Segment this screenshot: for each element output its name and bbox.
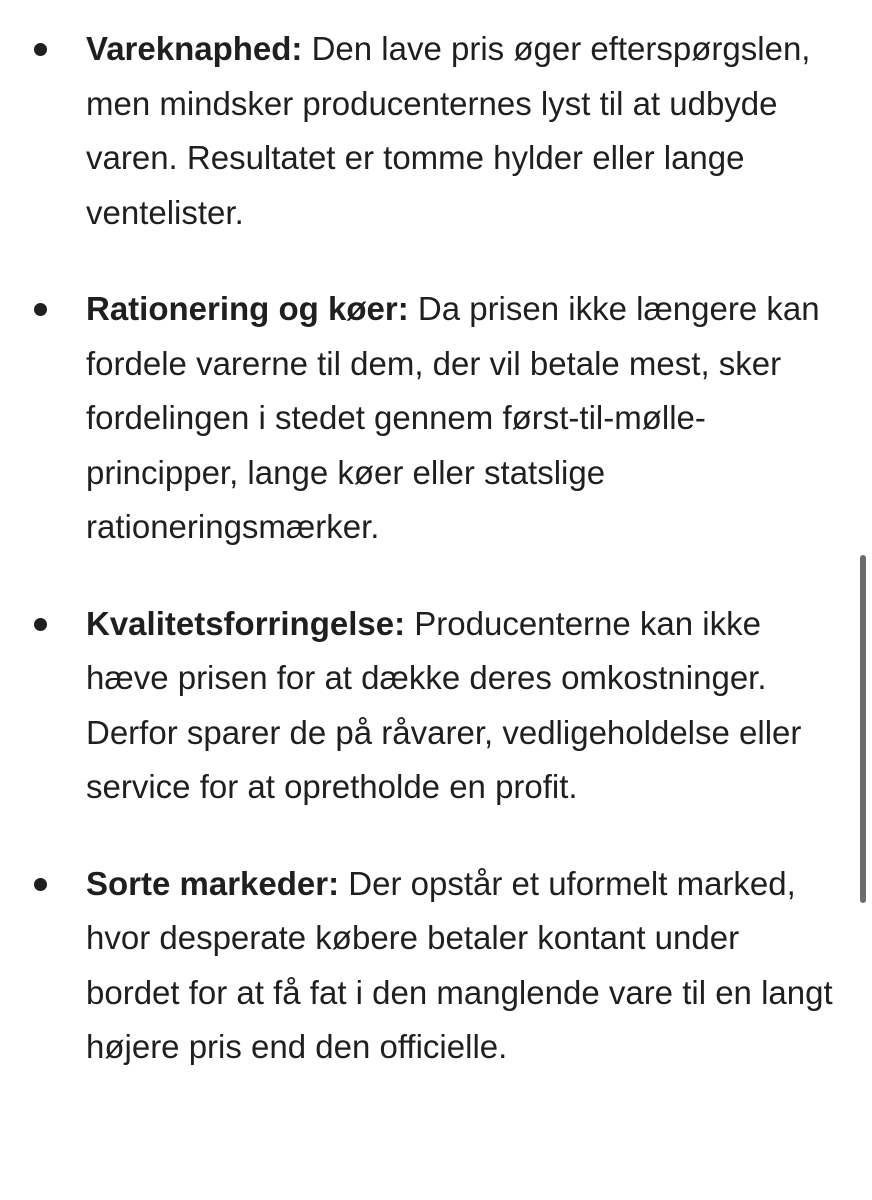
bullet-icon <box>34 43 47 56</box>
item-term: Kvalitetsforringelse: <box>86 604 406 642</box>
item-term: Vareknaphed: <box>86 30 303 67</box>
bullet-icon <box>34 878 47 891</box>
item-text: Producenterne kan ikke hæve prisen for at dække deres omkostninger. Derfor sparer de på råvarer, vedligeholdelse eller service for at opretholde en profit. <box>86 604 802 805</box>
scrollbar-thumb[interactable] <box>860 555 866 903</box>
item-term: Rationering og køer: <box>86 290 409 327</box>
list-item-rationering <box>0 282 860 555</box>
item-text: Den lave pris øger efterspørgslen, men mindsker producenternes lyst til at udbyde varen. Resultatet er tomme hylder eller lange ventelister. <box>86 30 811 231</box>
list-item-vareknaphed <box>0 22 860 240</box>
response-content <box>0 22 860 1117</box>
bullet-icon <box>34 303 47 316</box>
bullet-icon <box>34 618 47 631</box>
list-item-sorte-markeder <box>0 857 860 1075</box>
item-term: Sorte markeder: <box>86 864 340 902</box>
bullet-list <box>0 22 860 1075</box>
list-item-kvalitetsforringelse <box>0 597 860 815</box>
item-text: Der opstår et uformelt marked, hvor desperate købere betaler kontant under bordet for at få fat i den manglende vare til en langt højere pris end den officielle. <box>86 864 833 1065</box>
item-text: Da prisen ikke længere kan fordele varerne til dem, der vil betale mest, sker fordelingen i stedet gennem først-til-mølle-principper, lange køer eller statslige rationeringsmærker. <box>86 290 820 545</box>
